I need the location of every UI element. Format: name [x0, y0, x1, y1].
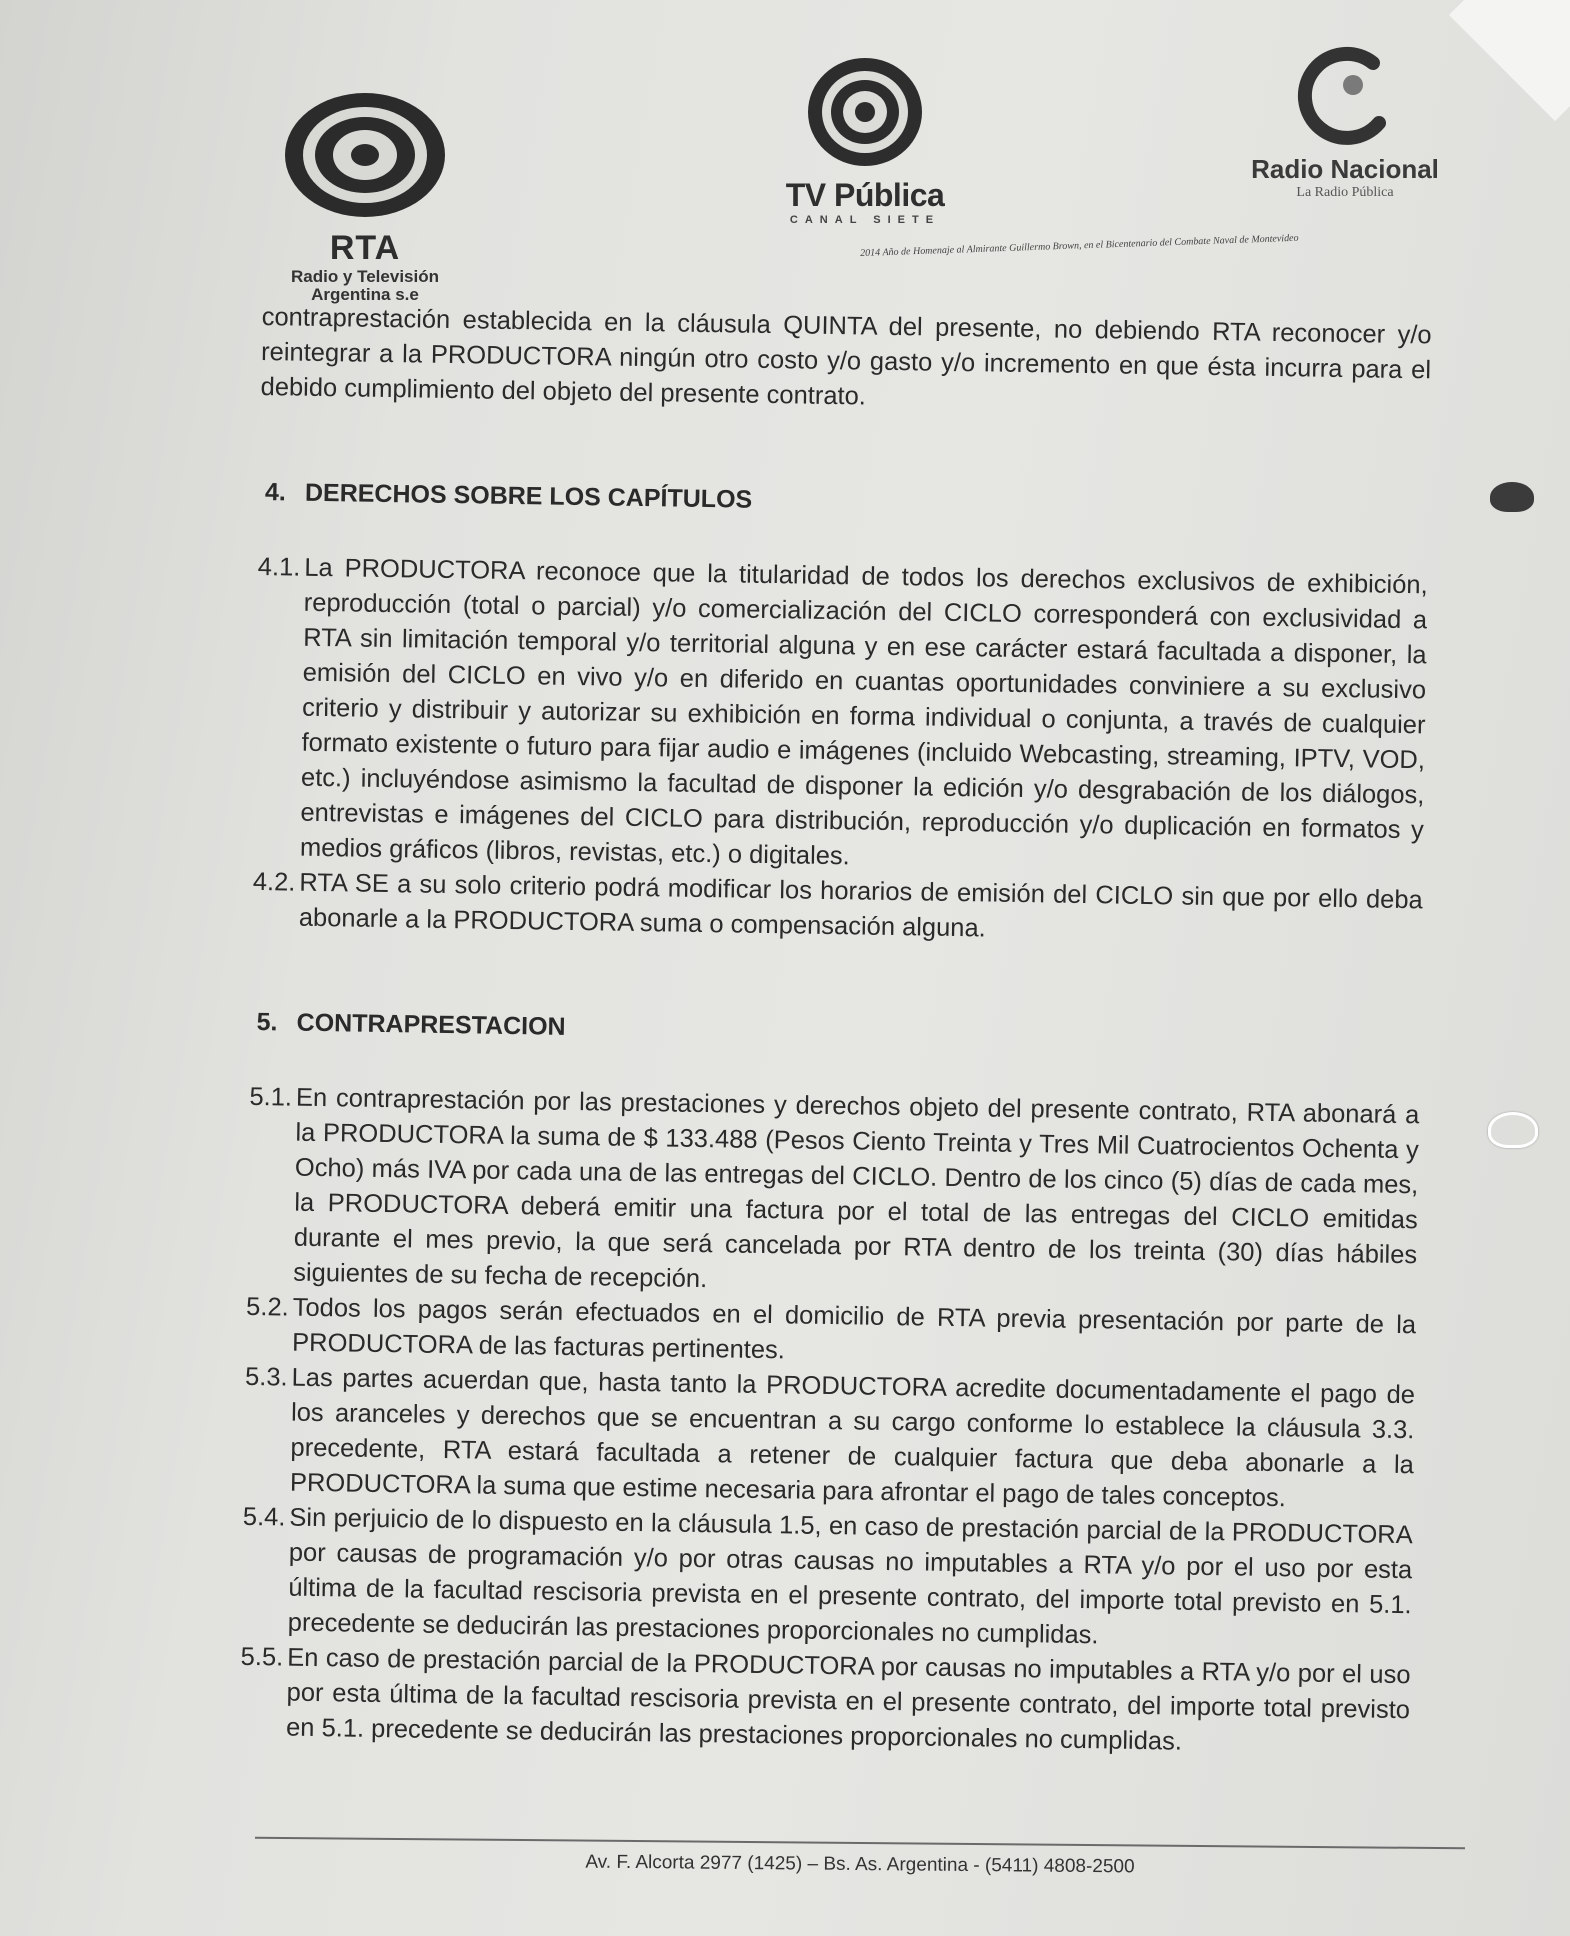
radio-nacional-logo [1225, 45, 1465, 201]
tv-publica-logo [765, 55, 965, 226]
radio-nacional-title: Radio Nacional [1251, 154, 1439, 184]
clause-5-1 [246, 1080, 1419, 1308]
clause-5-4 [241, 1500, 1413, 1658]
clause-text: RTA SE a su solo criterio podrá modificar los horarios de emisión del CICLO sin que por ello deba abonarle a la PRODUCTORA suma o compensación alguna. [298, 868, 1423, 943]
clause-number: 4.2. [252, 867, 296, 897]
footer-divider [255, 1837, 1465, 1850]
clause-text: Sin perjuicio de lo dispuesto en la cláusula 1.5, en caso de prestación parcial de la PRODUCTORA por causas de programación y/o por otras causas no imputables a RTA y/o por el uso por esta última de la facultad rescisoria prevista en el presente contrato, del importe total previsto en 5.1. precedente se deducirán las prestaciones proporcionales no cumplidas. [287, 1503, 1413, 1650]
clause-text: Las partes acuerdan que, hasta tanto la PRODUCTORA acredite documentadamente el pago de los aranceles y derechos que se encuentran a su cargo conforme lo establece la cláusula 3.3. precedente, RTA estará facultada a retener de cualquier factura que deba abonarle a la PRODUCTORA la suma que estime necesaria para afrontar el pago de tales conceptos. [289, 1363, 1416, 1513]
clause-number: 5.2. [245, 1292, 289, 1322]
rta-subtitle-1: Radio y Televisión [290, 267, 439, 286]
clause-4-1 [253, 550, 1428, 883]
clause-number: 5.3. [244, 1362, 288, 1392]
section-heading [256, 1005, 1420, 1058]
clause-number: 5.4. [242, 1502, 286, 1532]
rta-logo [265, 90, 465, 304]
section-4 [252, 475, 1429, 953]
section-number: 5. [256, 1008, 278, 1037]
section-5 [239, 1005, 1420, 1763]
tv-publica-title: TV Pública [785, 177, 945, 213]
punch-hole [1488, 1112, 1538, 1148]
tv-publica-logo-icon [805, 55, 925, 170]
document-body [238, 300, 1432, 1833]
page-corner [1449, 0, 1570, 121]
clause-5-5 [239, 1640, 1411, 1763]
section-number: 4. [264, 478, 287, 507]
tv-publica-subtitle: CANAL SIETE [789, 214, 941, 226]
rta-title: RTA [329, 229, 401, 267]
section-title: CONTRAPRESTACION [296, 1008, 566, 1041]
clause-text: La PRODUCTORA reconoce que la titularidad de todos los derechos exclusivos de exhibición, reproducción (total o parcial) y/o comercialización del CICLO corresponderá con exclusividad a RTA sin limitación temporal y/o territorial alguna y en ese carácter estará facultada a disponer, la emisión del CICLO en vivo y/o en diferido en cuantas oportunidades conviniere a su exclusivo criterio y distribuir y autorizar su exhibición en forma individual o conjunta, a través de cualquier formato existente o futuro para fijar audio e imágenes (incluido Webcasting, streaming, IPTV, VOD, etc.) incluyéndose asimismo la facultad de disponer la edición y/o desgrabación de los diálogos, entrevistas e imágenes del CICLO para distribución, reproducción y/o duplicación en formatos y medios gráficos (libros, revistas, etc.) o digitales. [299, 553, 1428, 871]
section-title: DERECHOS SOBRE LOS CAPÍTULOS [304, 478, 753, 514]
intro-paragraph: contraprestación establecida en la cláusula QUINTA del presente, no debiendo RTA reconocer y/o reintegrar a la PRODUCTORA ningún otro costo y/o gasto y/o incremento en que ésta incurra para el debido cumplimiento del objeto del presente contrato. [260, 302, 1432, 411]
punch-hole [1490, 482, 1534, 512]
radio-nacional-subtitle: La Radio Pública [1296, 185, 1394, 200]
clause-text: Todos los pagos serán efectuados en el domicilio de RTA previa presentación por parte de la PRODUCTORA de las facturas pertinentes. [291, 1293, 1417, 1365]
clause-5-3 [243, 1360, 1415, 1518]
clause-number: 5.1. [249, 1082, 293, 1112]
radio-nacional-logo-icon [1295, 45, 1395, 145]
clause-number: 5.5. [240, 1642, 284, 1672]
clause-number: 4.1. [257, 552, 301, 582]
clause-text: En contraprestación por las prestaciones y derechos objeto del presente contrato, RTA abonará a la PRODUCTORA la suma de $ 133.488 (Pesos Ciento Treinta y Tres Mil Cuatrocientos Ochenta y Ocho) más IVA por cada una de las entregas del CICLO. Dentro de los cinco (5) días de cada mes, la PRODUCTORA deberá emitir una factura por el total de las entregas del CICLO emitidas durante el mes previo, la que será cancelada por RTA dentro de los treinta (30) días hábiles siguientes de su fecha de recepción. [293, 1083, 1420, 1294]
rta-subtitle-2: Argentina s.e [311, 285, 419, 304]
section-heading [265, 475, 1429, 528]
footer-address: Av. F. Alcorta 2977 (1425) – Bs. As. Argentina - (5411) 4808-2500 [585, 1851, 1135, 1878]
rta-logo-icon [280, 90, 450, 220]
clause-text: En caso de prestación parcial de la PRODUCTORA por causas no imputables a RTA y/o por el uso por esta última de la facultad rescisoria prevista en el presente contrato, del importe total previsto en 5.1. precedente se deducirán las prestaciones proporcionales no cumplidas. [285, 1643, 1411, 1756]
header-motto: 2014 Año de Homenaje al Almirante Guillermo Brown, en el Bicentenario del Combate Naval de Montevideo [859, 232, 1299, 260]
